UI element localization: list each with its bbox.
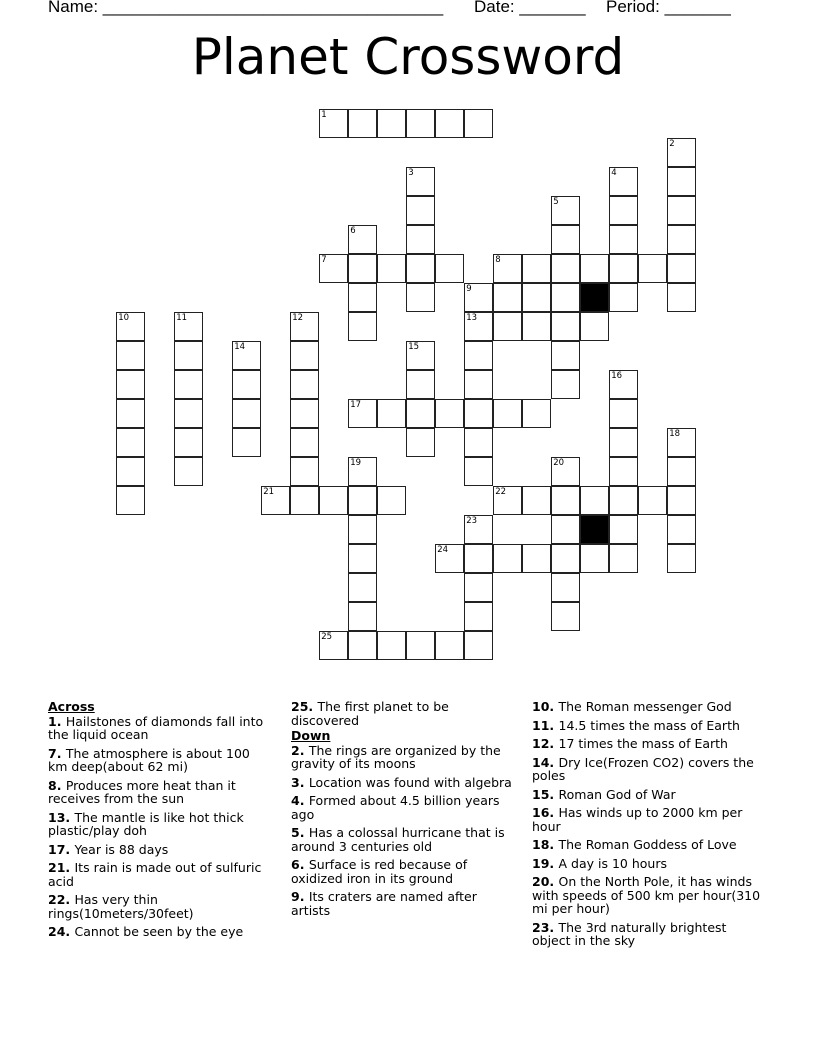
clue-number: 2: [669, 139, 675, 150]
crossword-cell[interactable]: [551, 254, 580, 283]
crossword-cell[interactable]: [609, 399, 638, 428]
clue-number: 9.: [291, 889, 309, 904]
clue-number: 15.: [532, 786, 559, 802]
crossword-cell[interactable]: [551, 602, 580, 631]
clue-number: 5: [553, 197, 559, 208]
crossword-cell[interactable]: [493, 486, 522, 515]
clue-text: Its craters are named after artists: [291, 889, 477, 918]
clues-column-1: [48, 700, 273, 944]
crossword-cell[interactable]: [232, 341, 261, 370]
crossword-cell[interactable]: [406, 283, 435, 312]
crossword-cell[interactable]: [406, 254, 435, 283]
clue-item: [48, 925, 273, 939]
across-heading: Across: [48, 699, 95, 714]
clue-number: 10: [118, 313, 130, 324]
clue-number: 9: [466, 284, 472, 295]
clue-number: 13: [466, 313, 478, 324]
clue-text: Produces more heat than it receives from the sun: [48, 777, 236, 806]
crossword-cell[interactable]: [406, 225, 435, 254]
clue-text: Surface is red because of oxidized iron in its ground: [291, 857, 468, 886]
crossword-cell[interactable]: [290, 370, 319, 399]
crossword-cell[interactable]: [667, 486, 696, 515]
clue-item: [532, 756, 762, 783]
clue-number: 7: [321, 255, 327, 266]
crossword-cell[interactable]: [174, 341, 203, 370]
clue-number: 3: [408, 168, 414, 179]
clue-number: 16: [611, 371, 623, 382]
crossword-cell[interactable]: [435, 399, 464, 428]
clue-item: [532, 788, 762, 802]
crossword-cell[interactable]: [406, 109, 435, 138]
clue-item: [532, 700, 762, 714]
crossword-cell[interactable]: [551, 370, 580, 399]
crossword-cell[interactable]: [551, 225, 580, 254]
clue-text: On the North Pole, it has winds with speeds of 500 km per hour(310 mi per hour): [532, 874, 761, 916]
clue-item: [48, 779, 273, 806]
crossword-cell[interactable]: [609, 370, 638, 399]
crossword-cell[interactable]: [580, 312, 609, 341]
crossword-cell[interactable]: [667, 515, 696, 544]
crossword-cell[interactable]: [290, 457, 319, 486]
crossword-cell[interactable]: [406, 631, 435, 660]
crossword-cell[interactable]: [232, 370, 261, 399]
crossword-cell[interactable]: [377, 109, 406, 138]
black-cell: [580, 515, 609, 544]
crossword-cell[interactable]: [667, 544, 696, 573]
crossword-cell[interactable]: [464, 109, 493, 138]
clue-item: [532, 737, 762, 751]
crossword-cell[interactable]: [290, 428, 319, 457]
clue-item: [48, 893, 273, 920]
crossword-cell[interactable]: [551, 312, 580, 341]
crossword-cell[interactable]: [609, 254, 638, 283]
crossword-cell[interactable]: [522, 399, 551, 428]
crossword-cell[interactable]: [580, 486, 609, 515]
clue-number: 20: [553, 458, 565, 469]
clue-number: 16.: [532, 805, 559, 820]
clue-number: 11.: [532, 717, 559, 733]
clue-item: [532, 857, 762, 871]
crossword-cell[interactable]: [290, 312, 319, 341]
crossword-cell[interactable]: [522, 486, 551, 515]
clue-number: 12: [292, 313, 304, 324]
crossword-cell[interactable]: [377, 486, 406, 515]
clue-number: 18.: [532, 837, 559, 852]
crossword-cell[interactable]: [377, 631, 406, 660]
crossword-cell[interactable]: [174, 312, 203, 341]
crossword-cell[interactable]: [464, 283, 493, 312]
clue-number: 7.: [48, 745, 66, 761]
crossword-cell[interactable]: [522, 254, 551, 283]
across-clue-list-continued: [291, 700, 516, 727]
clue-number: 8: [495, 255, 501, 266]
clue-text: A day is 10 hours: [558, 855, 667, 871]
down-clue-list-continued: [532, 700, 762, 948]
clue-number: 6: [350, 226, 356, 237]
crossword-cell[interactable]: [609, 544, 638, 573]
crossword-cell[interactable]: [609, 196, 638, 225]
clue-item: [48, 843, 273, 857]
crossword-cell[interactable]: [116, 399, 145, 428]
clue-text: 17 times the mass of Earth: [558, 736, 728, 751]
clue-item: [48, 811, 273, 838]
clue-number: 18: [669, 429, 681, 440]
crossword-cell[interactable]: [609, 486, 638, 515]
crossword-cell[interactable]: [435, 544, 464, 573]
crossword-cell[interactable]: [609, 457, 638, 486]
clue-item: [291, 700, 516, 727]
crossword-cell[interactable]: [551, 196, 580, 225]
crossword-cell[interactable]: [464, 544, 493, 573]
clue-text: The Roman Goddess of Love: [558, 837, 737, 852]
clue-text: The atmosphere is about 100 km deep(about 62 mi): [48, 745, 250, 774]
crossword-cell[interactable]: [348, 254, 377, 283]
crossword-cell[interactable]: [609, 428, 638, 457]
clue-text: Has a colossal hurricane that is around 3 centuries old: [291, 825, 505, 854]
crossword-cell[interactable]: [319, 486, 348, 515]
crossword-cell[interactable]: [464, 515, 493, 544]
clue-number: 3.: [291, 774, 309, 790]
crossword-cell[interactable]: [464, 341, 493, 370]
crossword-cell[interactable]: [522, 283, 551, 312]
crossword-cell[interactable]: [609, 167, 638, 196]
clue-number: 25: [321, 632, 333, 643]
clue-text: The 3rd naturally brightest object in the sky: [532, 919, 727, 948]
clue-number: 1: [321, 110, 327, 121]
clue-text: Roman God of War: [558, 786, 676, 802]
clue-text: The first planet to be discovered: [291, 699, 449, 728]
clue-number: 5.: [291, 825, 309, 840]
clue-number: 21: [263, 487, 275, 498]
clue-number: 19: [350, 458, 362, 469]
crossword-cell[interactable]: [290, 399, 319, 428]
crossword-cell[interactable]: [551, 341, 580, 370]
clue-number: 24.: [48, 924, 75, 939]
clue-number: 14.: [532, 754, 559, 770]
clue-item: [291, 744, 516, 771]
clue-number: 23: [466, 516, 478, 527]
crossword-cell[interactable]: [609, 225, 638, 254]
crossword-cell[interactable]: [116, 312, 145, 341]
crossword-cell[interactable]: [348, 544, 377, 573]
clue-text: Formed about 4.5 billion years ago: [291, 793, 500, 822]
crossword-cell[interactable]: [116, 341, 145, 370]
crossword-cell[interactable]: [377, 254, 406, 283]
clue-text: Location was found with algebra: [308, 774, 512, 790]
clue-text: Year is 88 days: [74, 841, 169, 857]
clue-number: 13.: [48, 809, 75, 825]
crossword-cell[interactable]: [667, 196, 696, 225]
crossword-cell[interactable]: [464, 399, 493, 428]
crossword-cell[interactable]: [609, 283, 638, 312]
clue-text: Has winds up to 2000 km per hour: [532, 805, 743, 834]
clue-text: Has very thin rings(10meters/30feet): [48, 892, 194, 921]
clue-number: 19.: [532, 855, 559, 871]
crossword-cell[interactable]: [551, 486, 580, 515]
crossword-cell[interactable]: [551, 515, 580, 544]
crossword-cell[interactable]: [464, 370, 493, 399]
clues-column-2: [291, 700, 516, 922]
down-clue-list: [291, 744, 516, 918]
crossword-cell[interactable]: [348, 602, 377, 631]
crossword-cell[interactable]: [174, 399, 203, 428]
black-cell: [580, 283, 609, 312]
clue-number: 12.: [532, 736, 559, 751]
clue-item: [291, 794, 516, 821]
clue-number: 11: [176, 313, 188, 324]
clue-number: 22: [495, 487, 507, 498]
crossword-cell[interactable]: [261, 486, 290, 515]
clue-item: [532, 806, 762, 833]
clue-text: Cannot be seen by the eye: [74, 924, 244, 939]
crossword-cell[interactable]: [174, 370, 203, 399]
down-heading: Down: [291, 728, 331, 743]
name-field-label: Name: ____________________________________: [48, 0, 444, 16]
crossword-cell[interactable]: [174, 428, 203, 457]
crossword-cell[interactable]: [348, 283, 377, 312]
crossword-cell[interactable]: [406, 428, 435, 457]
clue-item: [48, 747, 273, 774]
clues-column-3: [532, 700, 762, 953]
crossword-cell[interactable]: [493, 399, 522, 428]
crossword-cell[interactable]: [348, 486, 377, 515]
crossword-cell[interactable]: [609, 515, 638, 544]
clue-number: 4.: [291, 793, 309, 808]
clue-number: 23.: [532, 919, 559, 935]
clue-text: Hailstones of diamonds fall into the liquid ocean: [48, 713, 264, 742]
crossword-cell[interactable]: [667, 225, 696, 254]
crossword-cell[interactable]: [348, 109, 377, 138]
clue-item: [532, 875, 762, 916]
crossword-cell[interactable]: [232, 428, 261, 457]
crossword-cell[interactable]: [348, 399, 377, 428]
crossword-cell[interactable]: [638, 254, 667, 283]
crossword-cell[interactable]: [638, 486, 667, 515]
crossword-cell[interactable]: [493, 254, 522, 283]
crossword-cell[interactable]: [406, 399, 435, 428]
clue-text: The mantle is like hot thick plastic/play doh: [48, 809, 244, 838]
crossword-cell[interactable]: [377, 399, 406, 428]
crossword-cell[interactable]: [493, 312, 522, 341]
crossword-cell[interactable]: [435, 254, 464, 283]
crossword-cell[interactable]: [464, 312, 493, 341]
crossword-cell[interactable]: [116, 428, 145, 457]
crossword-cell[interactable]: [667, 283, 696, 312]
crossword-cell[interactable]: [348, 457, 377, 486]
crossword-cell[interactable]: [667, 167, 696, 196]
clue-text: 14.5 times the mass of Earth: [558, 717, 740, 733]
clue-text: Its rain is made out of sulfuric acid: [48, 860, 262, 889]
crossword-cell[interactable]: [464, 457, 493, 486]
period-field-label: Period: _______: [606, 0, 731, 16]
crossword-cell[interactable]: [319, 254, 348, 283]
crossword-cell[interactable]: [580, 254, 609, 283]
crossword-cell[interactable]: [319, 109, 348, 138]
clue-item: [48, 861, 273, 888]
clue-text: The Roman messenger God: [558, 699, 732, 714]
crossword-cell[interactable]: [551, 573, 580, 602]
crossword-cell[interactable]: [435, 631, 464, 660]
clue-number: 24: [437, 545, 449, 556]
clue-number: 15: [408, 342, 420, 353]
crossword-cell[interactable]: [667, 254, 696, 283]
clue-item: [291, 858, 516, 885]
crossword-cell[interactable]: [348, 225, 377, 254]
clue-number: 25.: [291, 699, 318, 714]
page-title: Planet Crossword: [191, 28, 625, 86]
across-clue-list: [48, 715, 273, 939]
crossword-cell[interactable]: [435, 109, 464, 138]
crossword-cell[interactable]: [667, 457, 696, 486]
clue-number: 17.: [48, 841, 75, 857]
crossword-cell[interactable]: [493, 283, 522, 312]
crossword-cell[interactable]: [493, 544, 522, 573]
date-field-label: Date: _______: [474, 0, 586, 16]
crossword-cell[interactable]: [348, 515, 377, 544]
crossword-cell[interactable]: [116, 457, 145, 486]
clue-item: [532, 921, 762, 948]
crossword-cell[interactable]: [522, 312, 551, 341]
crossword-cell[interactable]: [464, 631, 493, 660]
crossword-cell[interactable]: [174, 457, 203, 486]
clue-item: [48, 715, 273, 742]
crossword-cell[interactable]: [406, 341, 435, 370]
crossword-cell[interactable]: [116, 486, 145, 515]
crossword-cell[interactable]: [319, 631, 348, 660]
clue-item: [291, 826, 516, 853]
crossword-cell[interactable]: [522, 544, 551, 573]
crossword-cell[interactable]: [551, 457, 580, 486]
crossword-cell[interactable]: [290, 341, 319, 370]
crossword-cell[interactable]: [667, 428, 696, 457]
crossword-cell[interactable]: [406, 196, 435, 225]
clue-number: 1.: [48, 713, 66, 729]
clue-number: 21.: [48, 860, 75, 875]
crossword-cell[interactable]: [348, 312, 377, 341]
crossword-cell[interactable]: [464, 602, 493, 631]
crossword-cell[interactable]: [348, 631, 377, 660]
clue-number: 14: [234, 342, 246, 353]
clue-number: 17: [350, 400, 362, 411]
clue-item: [532, 719, 762, 733]
clue-text: The rings are organized by the gravity of its moons: [291, 742, 501, 771]
clue-item: [291, 776, 516, 790]
clue-number: 6.: [291, 857, 309, 872]
clue-number: 8.: [48, 777, 66, 793]
clue-number: 22.: [48, 892, 75, 907]
crossword-cell[interactable]: [406, 167, 435, 196]
clue-number: 4: [611, 168, 617, 179]
crossword-cell[interactable]: [464, 428, 493, 457]
clue-number: 2.: [291, 742, 309, 758]
clue-item: [532, 838, 762, 852]
crossword-cell[interactable]: [406, 370, 435, 399]
crossword-cell[interactable]: [551, 544, 580, 573]
crossword-cell[interactable]: [232, 399, 261, 428]
crossword-cell[interactable]: [580, 544, 609, 573]
crossword-cell[interactable]: [464, 573, 493, 602]
crossword-cell[interactable]: [551, 283, 580, 312]
clue-number: 20.: [532, 874, 559, 889]
crossword-cell[interactable]: [290, 486, 319, 515]
clue-number: 10.: [532, 699, 559, 714]
crossword-cell[interactable]: [348, 573, 377, 602]
crossword-cell[interactable]: [667, 138, 696, 167]
clue-item: [291, 890, 516, 917]
clue-text: Dry Ice(Frozen CO2) covers the poles: [532, 754, 754, 783]
crossword-cell[interactable]: [116, 370, 145, 399]
